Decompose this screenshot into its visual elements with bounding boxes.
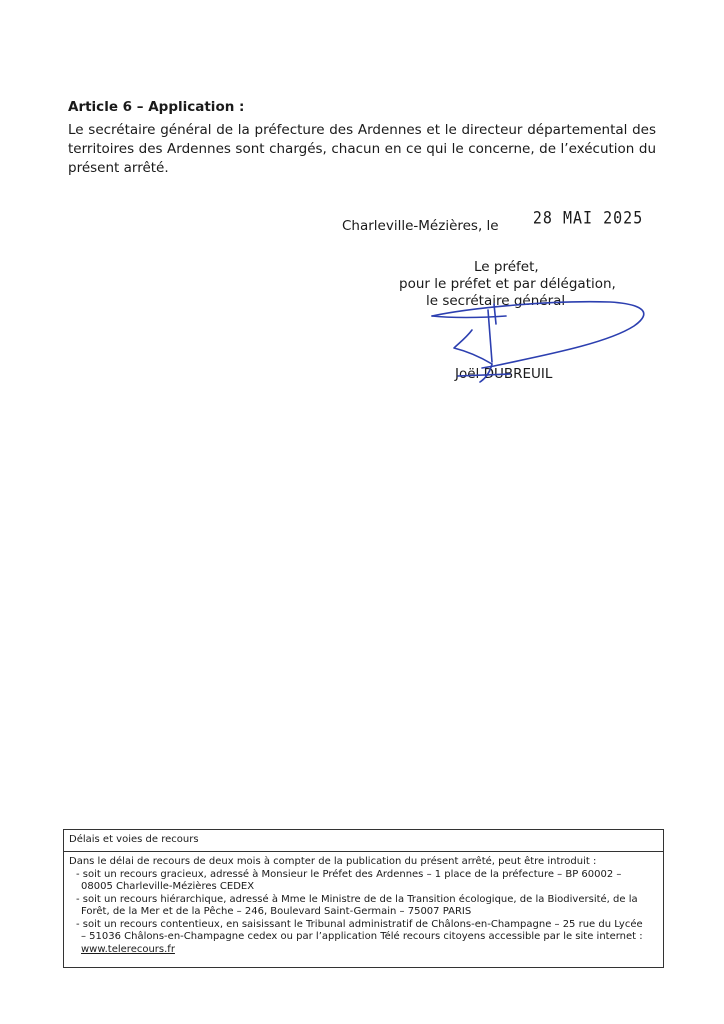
handwritten-signature [410,282,660,392]
recourse-intro: Dans le délai de recours de deux mois à compter de la publication du présent arrêté, peut être introduit : [69,856,597,867]
telerecours-link[interactable]: www.telerecours.fr [81,943,175,955]
recourse-item-contentieux-line2: – 51036 Châlons-en-Champagne cedex ou par l’application Télé recours citoyens accessible par le site internet : [81,931,643,942]
article-body: Le secrétaire général de la préfecture des Ardennes et le directeur départemental des territoires des Ardennes sont chargés, chacun en ce qui le concerne, de l’exécution du présent arrêté. [68,122,656,176]
recourse-divider [64,851,663,852]
recourse-item-gracieux-line2: 08005 Charleville-Mézières CEDEX [81,881,255,892]
recourse-title: Délais et voies de recours [69,834,199,845]
signature-delegation: pour le préfet et par délégation, [399,276,616,292]
signature-role: le secrétaire général [426,293,566,309]
article-heading: Article 6 – Application : [68,99,245,115]
recourse-item-hierarchique-line1: - soit un recours hiérarchique, adressé à Mme le Ministre de de la Transition écologique, de la Biodiversité, de la [76,893,638,905]
signature-place-date [342,207,644,234]
recourse-box [63,829,664,968]
signatory-name: Joël DUBREUIL [455,366,553,382]
signature-title-prefet: Le préfet, [474,259,539,275]
signature-place: Charleville-Mézières, le [342,218,499,234]
recourse-item-gracieux-line1: - soit un recours gracieux, adressé à Monsieur le Préfet des Ardennes – 1 place de la préfecture – BP 60002 – [76,868,622,880]
date-stamp: 28 MAI 2025 [532,207,644,229]
recourse-item-contentieux-line1: - soit un recours contentieux, en saisissant le Tribunal administratif de Châlons-en-Champagne – 25 rue du Lycée [76,918,643,930]
recourse-body [69,856,661,956]
recourse-item-hierarchique-line2: Forêt, de la Mer et de la Pêche – 246, Boulevard Saint-Germain – 75007 PARIS [81,906,472,917]
